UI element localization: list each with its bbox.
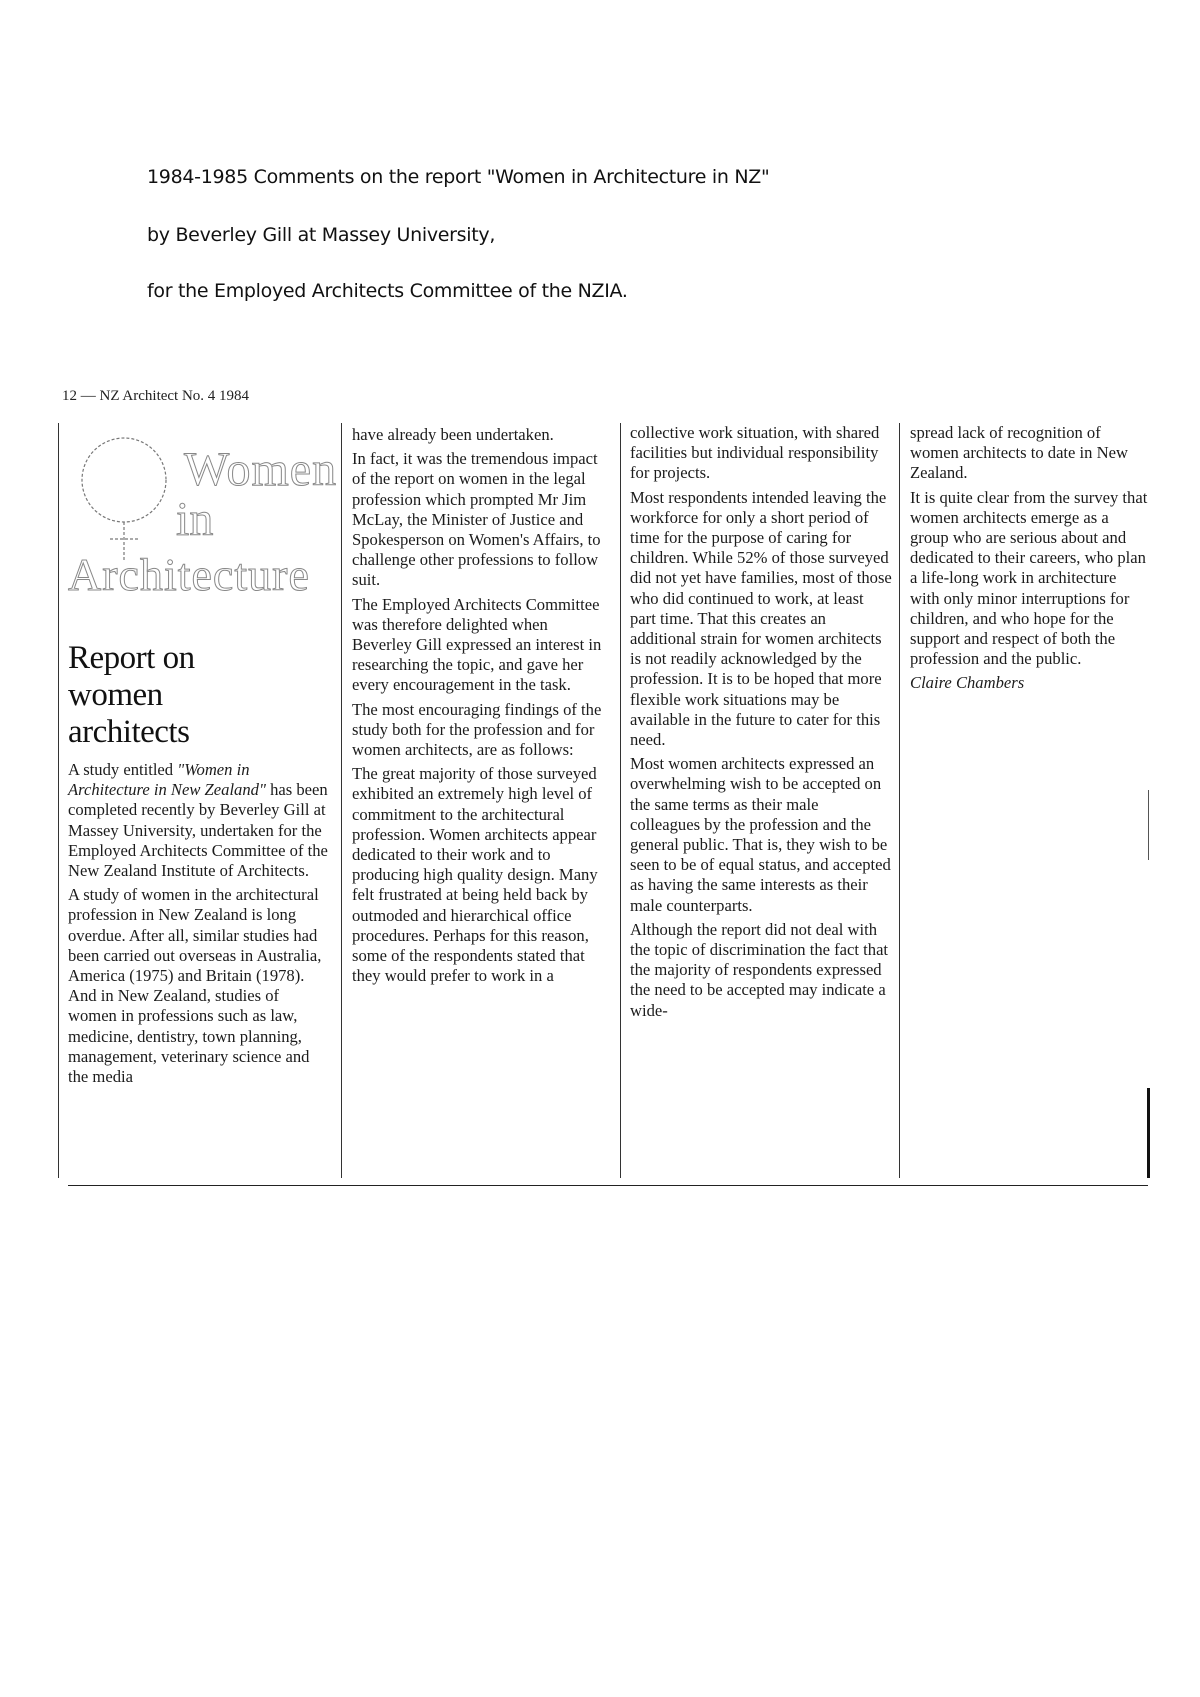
col4-paragraph-1: spread lack of recognition of women architects to date in New Zealand. [910, 423, 1128, 483]
col3-paragraph-1: collective work situation, with shared facilities but individual responsibility for projects. [630, 423, 880, 483]
col2-paragraph-5: The great majority of those surveyed exhibited an extremely high level of commitment to the architectural profession. Women architects appear dedicated to their work and to producing high quality design. Many felt frustrated at being held back by outmoded and hierarchical office procedures. Perhaps for this reason, some of the respondents stated that they would prefer to work in a [352, 764, 598, 986]
col2-paragraph-3: The Employed Architects Committee was therefore delighted when Beverley Gill expressed an interest in researching the topic, and gave her every encouragement in the task. [352, 594, 602, 695]
column-rule-2 [620, 423, 621, 1178]
article-column-2 [352, 425, 610, 990]
women-in-architecture-logo [66, 435, 336, 625]
left-border-rule [58, 423, 59, 1178]
col2-paragraph-1: have already been undertaken. [352, 425, 554, 444]
caption-line-1: 1984-1985 Comments on the report "Women in Architecture in NZ" [147, 166, 770, 188]
logo-text-in: in [176, 493, 214, 546]
column-rule-3 [899, 423, 900, 1178]
col3-paragraph-4: Although the report did not deal with the topic of discrimination the fact that the majority of respondents expressed the need to be accepted may indicate a wide- [630, 919, 889, 1020]
article-headline [68, 640, 328, 751]
right-edge-thin [1148, 790, 1149, 860]
byline: Claire Chambers [910, 673, 1025, 693]
logo-text-women: Women [184, 443, 338, 496]
col1-paragraph-1: A study entitled "Women in Architecture in New Zealand" has been completed recently by Beverley Gill at Massey University, undertaken for the Employed Architects Committee of the New Zealand Institute of Architects. [68, 760, 328, 881]
headline-line-2: women [68, 677, 163, 713]
col3-paragraph-3: Most women architects expressed an overwhelming wish to be accepted on the same terms as their male colleagues by the profession and the general public. That is, they wish to be seen to be of equal status, and accepted as having the same interests as their male counterparts. [630, 754, 891, 915]
study-title: "Women in Architecture in New Zealand" [68, 760, 266, 800]
headline-line-1: Report on [68, 640, 195, 676]
column-rule-1 [341, 423, 342, 1178]
col4-paragraph-2: It is quite clear from the survey that women architects emerge as a group who are serious about and dedicated to their careers, who plan a life-long work in architecture with only minor interruptions for children, and who hope for the support and respect of both the profession and the public. [910, 487, 1148, 669]
right-edge-bar [1147, 1088, 1150, 1178]
headline-line-3: architects [68, 714, 190, 750]
col2-paragraph-4: The most encouraging findings of the study both for the profession and for women architects, are as follows: [352, 699, 602, 760]
caption-line-3: for the Employed Architects Committee of the NZIA. [147, 280, 628, 302]
article-column-1 [68, 760, 328, 1091]
col1-paragraph-2: A study of women in the architectural profession in New Zealand is long overdue. After all, similar studies had been carried out overseas in Australia, America (1975) and Britain (1978). And in New Zealand, studies of women in professions such as law, medicine, dentistry, town planning, management, veterinary science and the media [68, 885, 322, 1087]
caption-line-2: by Beverley Gill at Massey University, [147, 224, 496, 246]
article-column-3 [630, 423, 892, 1025]
bottom-rule [68, 1185, 1148, 1186]
article-column-4 [910, 423, 1148, 698]
logo-text-architecture: Architecture [68, 549, 310, 600]
folio: 12 — NZ Architect No. 4 1984 [62, 388, 250, 404]
col2-paragraph-2: In fact, it was the tremendous impact of the report on women in the legal profession which prompted Mr Jim McLay, the Minister of Justice and Spokesperson on Women's Affairs, to challenge other professions to follow suit. [352, 449, 601, 590]
col3-paragraph-2: Most respondents intended leaving the workforce for only a short period of time for the purpose of caring for children. While 52% of those surveyed did not yet have families, most of those who did continued to work, at least part time. That this creates an additional strain for women architects is not readily acknowledged by the profession. It is to be hoped that more flexible work situations may be available in the future to cater for this need. [630, 487, 892, 750]
